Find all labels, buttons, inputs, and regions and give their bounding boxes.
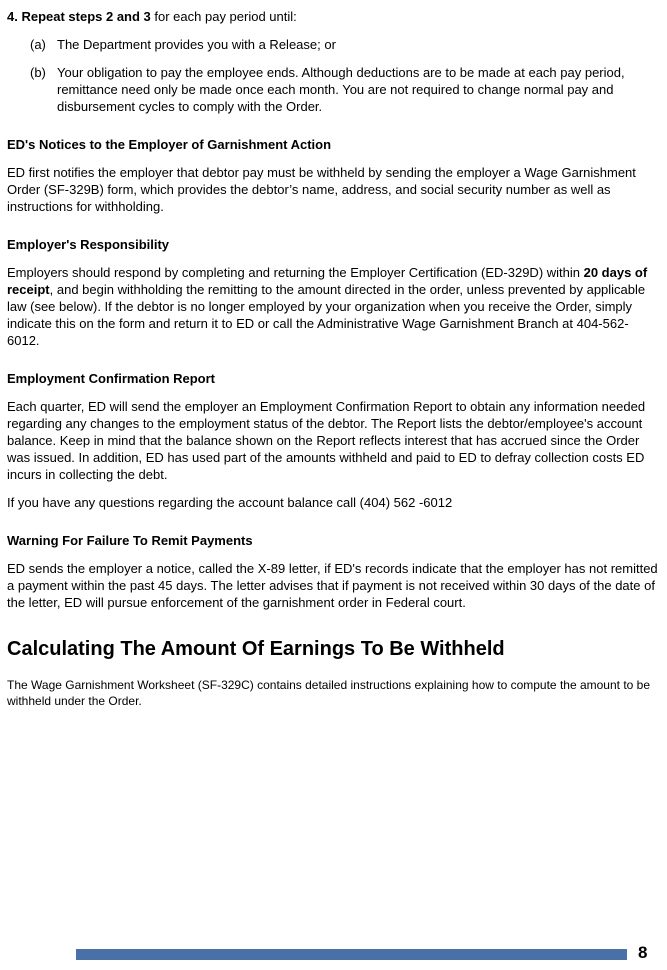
responsibility-text-after: , and begin withholding the remitting to the amount directed in the order, unless prevented by applicable law (see below). If the debtor is no longer employed by your organization when you receive the Order, simply indicate this on the form and return it to ED or call the Administrative Wage Garnishment Branch at 404-562-6012. xyxy=(7,282,646,348)
section-heading-employer-responsibility: Employer's Responsibility xyxy=(7,237,170,252)
paragraph-employer-responsibility xyxy=(7,264,659,349)
step-4-rest-text: for each pay period until: xyxy=(150,9,297,24)
title-calculating-amount-withheld: Calculating The Amount Of Earnings To Be Withheld xyxy=(7,638,505,660)
responsibility-text-before: Employers should respond by completing and returning the Employer Certification (ED-329D) within xyxy=(7,265,584,280)
section-heading-ed-notices: ED's Notices to the Employer of Garnishment Action xyxy=(7,137,332,152)
paragraph-employment-confirmation: Each quarter, ED will send the employer an Employment Confirmation Report to obtain any information needed regarding any changes to the employment status of the debtor. The Report lists the debtor/employee's account balance. Keep in mind that the balance shown on the Report reflects interest that has accrued since the Order was issued. In addition, ED has used part of the amounts withheld and paid to ED to defray collection costs ED incurs in collecting the debt. xyxy=(7,399,646,482)
list-item-a xyxy=(30,36,659,53)
footer-divider-bar xyxy=(76,949,627,960)
list-item-b-label: (b) xyxy=(30,65,46,80)
page-number: 8 xyxy=(638,943,648,962)
page-footer xyxy=(0,943,667,962)
paragraph-account-balance-questions: If you have any questions regarding the account balance call (404) 562 -6012 xyxy=(7,495,453,510)
list-item-b-text: Your obligation to pay the employee ends. Although deductions are to be made at each pay period, remittance need only be made once each month. You are not required to change normal pay and disbursement cycles to comply with the Order. xyxy=(57,65,625,114)
paragraph-ed-notices: ED first notifies the employer that debtor pay must be withheld by sending the employer a Wage Garnishment Order (SF-329B) form, which provides the debtor’s name, address, and social security number as well as instructions for withholding. xyxy=(7,165,636,214)
list-item-a-label: (a) xyxy=(30,37,46,52)
list-item-a-text: The Department provides you with a Release; or xyxy=(57,37,336,52)
step-4-paragraph xyxy=(7,8,659,25)
paragraph-warning-failure-to-remit: ED sends the employer a notice, called the X-89 letter, if ED's records indicate that the employer has not remitted a payment within the past 45 days. The letter advises that if payment is not received within 30 days of the date of the letter, ED will pursue enforcement of the garnishment order in Federal court. xyxy=(7,561,658,610)
section-heading-warning-failure-to-remit: Warning For Failure To Remit Payments xyxy=(7,533,253,548)
step-4-bold-text: 4. Repeat steps 2 and 3 xyxy=(7,9,151,24)
responsibility-bold-text: 20 days of receipt xyxy=(7,265,648,297)
paragraph-calculating-amount: The Wage Garnishment Worksheet (SF-329C) contains detailed instructions explaining how to compute the amount to be withheld under the Order. xyxy=(7,678,651,708)
section-heading-employment-confirmation: Employment Confirmation Report xyxy=(7,371,216,386)
list-item-b xyxy=(30,64,659,115)
